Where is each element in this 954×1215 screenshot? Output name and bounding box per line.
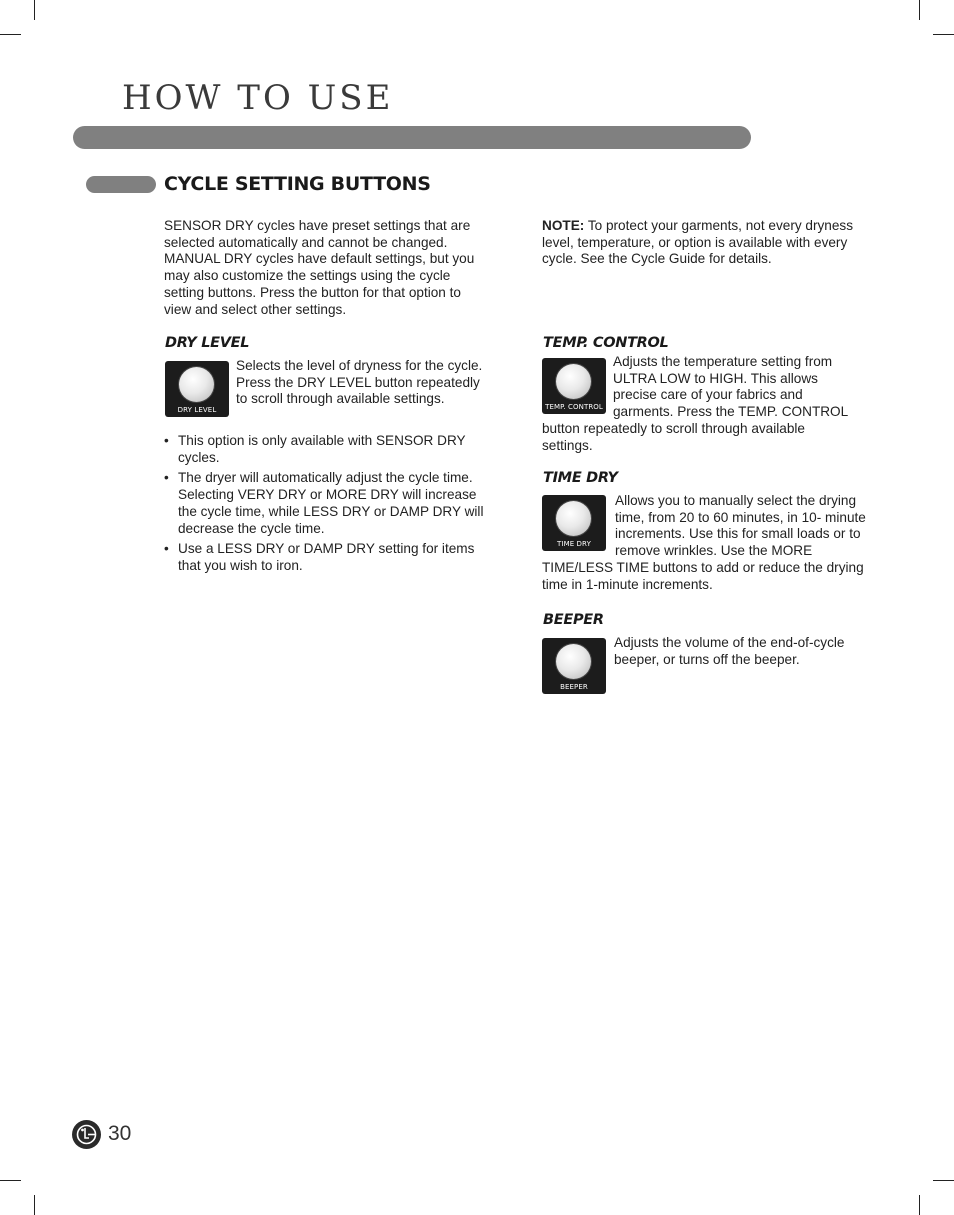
list-item-text: This option is only available with SENSOR DRY cycles. bbox=[178, 433, 466, 465]
intro-paragraph: SENSOR DRY cycles have preset settings that are selected automatically and cannot be changed. MANUAL DRY cycles have default settings, but you may also customize the settings using the cycle setting buttons. Press the button for that option to view and select other settings. bbox=[164, 218, 475, 317]
crop-mark-bottom-right-v bbox=[919, 1195, 920, 1215]
bullet-icon: • bbox=[164, 433, 169, 448]
dry-level-button-label: DRY LEVEL bbox=[177, 406, 217, 414]
time-dry-description bbox=[542, 493, 870, 593]
page-title: HOW TO USE bbox=[122, 78, 394, 118]
section-marker-pill bbox=[86, 176, 156, 193]
list-item bbox=[164, 470, 489, 537]
note-label: NOTE: bbox=[542, 218, 585, 233]
dry-level-heading: DRY LEVEL bbox=[165, 335, 250, 351]
dry-level-bullet-list bbox=[164, 433, 489, 579]
crop-mark-bottom-left-v bbox=[34, 1195, 35, 1215]
list-item-text: The dryer will automatically adjust the cycle time. Selecting VERY DRY or MORE DRY will increase the cycle time, while LESS DRY or DAMP DRY will decrease the cycle time. bbox=[178, 470, 484, 536]
note-paragraph bbox=[542, 218, 867, 268]
list-item-text: Use a LESS DRY or DAMP DRY setting for items that you wish to iron. bbox=[178, 541, 475, 573]
temp-control-text: Adjusts the temperature setting from ULTRA LOW to HIGH. This allows precise care of your fabrics and garments. Press the TEMP. CONTROL button repeatedly to scroll through available settings. bbox=[542, 354, 848, 453]
list-item bbox=[164, 433, 489, 466]
title-divider-bar bbox=[73, 126, 751, 149]
time-dry-float-spacer bbox=[542, 493, 615, 557]
crop-mark-bottom-left-h bbox=[0, 1180, 21, 1181]
time-dry-text: Allows you to manually select the drying time, from 20 to 60 minutes, in 10- minute increments. Use this for small loads or to remove wrinkles. Use the MORE TIME/LESS TIME buttons to add or reduce the drying time in 1-minute increments. bbox=[542, 493, 866, 592]
section-title: CYCLE SETTING BUTTONS bbox=[164, 173, 431, 195]
temp-control-float-spacer bbox=[542, 354, 613, 418]
dry-level-button-image bbox=[165, 361, 229, 417]
beeper-button-label: BEEPER bbox=[560, 683, 588, 691]
temp-control-description bbox=[542, 354, 852, 454]
lg-logo-mark bbox=[72, 1120, 101, 1149]
crop-mark-top-left-h bbox=[0, 34, 21, 35]
bullet-icon: • bbox=[164, 541, 169, 557]
beeper-heading: BEEPER bbox=[543, 612, 604, 628]
beeper-description: Adjusts the volume of the end-of-cycle beeper, or turns off the beeper. bbox=[614, 635, 845, 667]
dry-level-description: Selects the level of dryness for the cycle. Press the DRY LEVEL button repeatedly to scroll through available settings. bbox=[236, 358, 483, 407]
crop-mark-top-right-v bbox=[919, 0, 920, 20]
knob-icon bbox=[179, 367, 214, 402]
bullet-icon: • bbox=[164, 470, 169, 486]
crop-mark-top-right-h bbox=[933, 34, 954, 35]
temp-control-button-label: TEMP. CONTROL bbox=[545, 403, 603, 411]
crop-mark-bottom-right-h bbox=[933, 1180, 954, 1181]
beeper-button-image bbox=[542, 638, 606, 694]
temp-control-heading: TEMP. CONTROL bbox=[543, 335, 669, 351]
lg-logo-icon bbox=[72, 1120, 101, 1149]
list-item bbox=[164, 541, 489, 574]
page-number: 30 bbox=[108, 1122, 132, 1145]
time-dry-button-label: TIME DRY bbox=[557, 540, 591, 548]
note-text: To protect your garments, not every dryness level, temperature, or option is available with every cycle. See the Cycle Guide for details. bbox=[542, 218, 854, 267]
time-dry-heading: TIME DRY bbox=[543, 470, 618, 486]
knob-icon bbox=[556, 644, 591, 679]
crop-mark-top-left-v bbox=[34, 0, 35, 20]
